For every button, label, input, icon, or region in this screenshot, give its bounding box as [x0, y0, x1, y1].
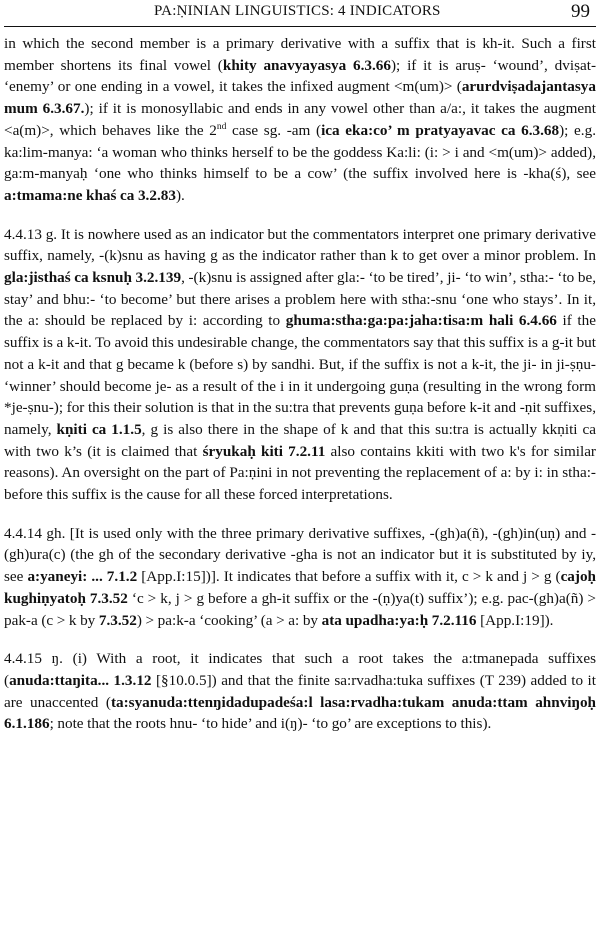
bold-citation: 7.3.52 [98, 611, 137, 629]
running-title: PA:ṆINIAN LINGUISTICS: 4 INDICATORS [154, 3, 441, 19]
bold-citation: a:tmama:ne khaś ca 3.2.83 [4, 186, 176, 204]
text-run: ); if it is monosyllabic and ends in any vowel other than a/a:, it takes the augment <a(m)>, which behaves like the 2 [4, 100, 596, 139]
text-run: case sg. -am ( [226, 121, 322, 139]
text-run: if the suffix is a k-it. To avoid this undesirable change, the commentators say that this suffix is a g-it but not a k-it and that g became k (before s) by sandhi. But, if the suffix is not a k-it, the ji- in ji-ṣṇu- ‘winner’ should become je- as a result of the i in it undergoing guṇa (resulting in the wrong form *je-ṣnu-); for this their solution is that in the su:tra that prevents guṇa before k-it and -ṇit suffixes, namely, [4, 312, 596, 438]
text-run: in which the second member is a primary derivative with a suffix that is kh-it. Such a first member shortens its final vowel ( [4, 35, 596, 74]
text-run: also contains kkiti with two k's for similar reasons). An oversight on the part of Pa:ṇini in not preventing the replacement of a: by i: in stha:- before this suffix is the cause for all these forced interpretations. [4, 442, 596, 504]
bold-citation: gla:jisthaś ca ksnuḥ 3.2.139 [4, 269, 182, 287]
text-run: 4.4.15 ŋ. (i) With a root, it indicates that such a root takes the a:tmanepada suffixes ( [4, 650, 596, 689]
paragraph-4-4-14 [4, 523, 596, 632]
bold-citation: ta:syanuda:ttenŋidadupadeśa:l lasa:rvadha:tukam anuda:ttam ahnviŋoḥ 6.1.186 [4, 693, 597, 733]
running-header [4, 0, 596, 26]
bold-citation: anuda:ttaŋita... 1.3.12 [9, 671, 152, 689]
bold-citation: ghuma:stha:ga:pa:jaha:tisa:m hali 6.4.66 [285, 312, 557, 330]
paragraph-4-4-13 [4, 224, 596, 506]
bold-citation: śryukaḥ kiti 7.2.11 [202, 442, 326, 460]
bold-citation: cajoḥ kughiṇyatoḥ 7.3.52 [4, 568, 596, 607]
text-run: [App.I:15])]. It indicates that before a suffix with it, c > k and j > g ( [137, 568, 561, 586]
text-run: 4.4.14 gh. [It is used only with the three primary derivative suffixes, -(gh)a(ñ), -(gh)in(uṇ) and -(gh)ura(c) (the gh of the secondary derivative -gha is not an indicator but it is substituted by iy, see [4, 524, 596, 586]
text-run: [App.I:19]). [476, 611, 554, 629]
bold-citation: ata upadha:ya:ḥ 7.2.116 [321, 611, 477, 629]
bold-citation: ica eka:co’ m pratyayavac ca 6.3.68 [321, 121, 560, 139]
text-run: ). [175, 186, 185, 204]
header-rule [4, 26, 596, 27]
page-number: 99 [571, 1, 590, 22]
text-run: ); if it is aruṣ- ‘wound’, dviṣat- ‘enemy’ or one ending in a vowel, it takes the infixed augment <m(um)> ( [4, 56, 597, 96]
paragraph-intro [4, 33, 596, 207]
body-text [4, 33, 596, 735]
text-run: ; note that the roots hnu- ‘to hide’ and i(ŋ)- ‘to go’ are exceptions to this). [49, 715, 492, 733]
text-run: [§10.0.5]) and that the finite sa:rvadha:tuka suffixes (T 239) added to it are unaccented ( [4, 671, 596, 711]
paragraph-4-4-15 [4, 648, 596, 735]
bold-citation: arurdviṣadajantasya mum 6.3.67. [4, 78, 596, 118]
text-run: 4.4.13 g. It is nowhere used as an indicator but the commentators interpret one primary derivative suffix, namely, -(k)snu as having g as the indicator rather than k to get over a minor problem. In [4, 225, 596, 265]
text-run: ) > pa:k-a ‘cooking’ (a > a: by [136, 611, 322, 629]
bold-citation: khity anavyayasya 6.3.66 [222, 56, 391, 74]
superscript-text: nd [216, 121, 227, 132]
text-run: ‘c > k, j > g before a gh-it suffix or the -(ṇ)ya(t) suffix’); e.g. pac-(gh)a(ñ) > pak-a (c > k by [4, 589, 597, 629]
text-run: , g is also there in the shape of k and that this su:tra is actually kkṇiti ca with two k’s (it is claimed that [4, 420, 597, 460]
text-run: , -(k)snu is assigned after gla:- ‘to be tired’, ji- ‘to win’, stha:- ‘to be, stay’ and bhu:- ‘to become’ but there arises a problem here with stha:-snu ‘one who stays’. In it, the a: should be replaced by i: according to [4, 269, 596, 330]
text-run: ); e.g. ka:lim-manya: ‘a woman who thinks herself to be the goddess Ka:li: (i: > i and <m(um)> added), ga:m-manyaḥ ‘one who thinks himself to be a cow’ (the suffix involved here is -kha(ś), see [4, 121, 596, 183]
bold-citation: a:yaneyi: ... 7.1.2 [27, 568, 138, 586]
bold-citation: kṇiti ca 1.1.5 [56, 420, 142, 438]
